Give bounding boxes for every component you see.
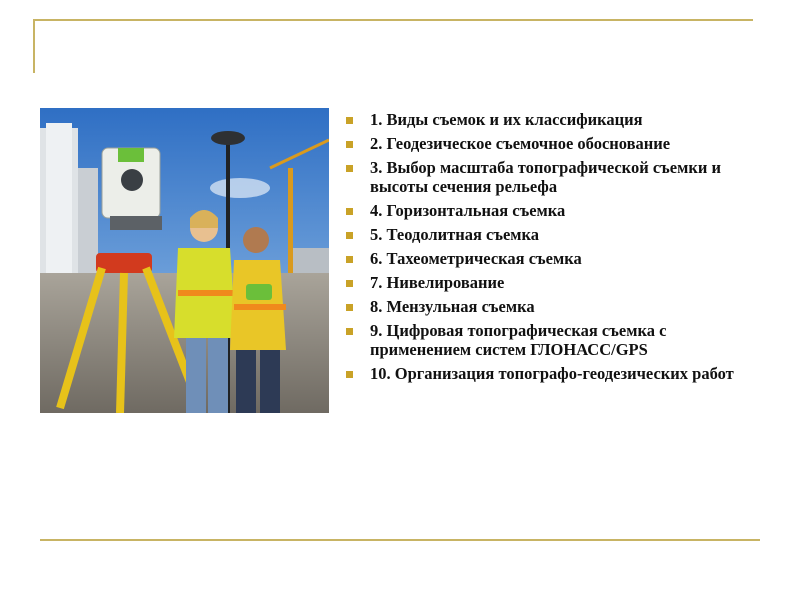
list-item bbox=[346, 134, 766, 153]
surveyors-photo bbox=[40, 108, 329, 413]
list-item bbox=[346, 201, 766, 220]
list-item bbox=[346, 249, 766, 268]
frame-top-line bbox=[33, 19, 753, 21]
list-item bbox=[346, 225, 766, 244]
list-item-text: 3. Выбор масштаба топографической съемки и высоты сечения рельефа bbox=[370, 158, 721, 196]
list-item bbox=[346, 321, 766, 359]
topics-list bbox=[346, 110, 766, 388]
square-bullet-icon bbox=[346, 232, 353, 239]
square-bullet-icon bbox=[346, 256, 353, 263]
square-bullet-icon bbox=[346, 371, 353, 378]
list-item-text: 5. Теодолитная съемка bbox=[370, 225, 540, 244]
list-item-text: 1. Виды съемок и их классификация bbox=[370, 110, 643, 129]
list-item-text: 2. Геодезическое съемочное обоснование bbox=[370, 134, 671, 153]
list-item-text: 9. Цифровая топографическая съемка с применением систем ГЛОНАСС/GPS bbox=[370, 321, 667, 359]
list-item-text: 10. Организация топографо-геодезических работ bbox=[370, 364, 734, 383]
list-item bbox=[346, 158, 766, 196]
list-item-text: 4. Горизонтальная съемка bbox=[370, 201, 566, 220]
square-bullet-icon bbox=[346, 208, 353, 215]
list-item-text: 8. Мензульная съемка bbox=[370, 297, 535, 316]
frame-left-line bbox=[33, 19, 35, 73]
square-bullet-icon bbox=[346, 304, 353, 311]
square-bullet-icon bbox=[346, 165, 353, 172]
square-bullet-icon bbox=[346, 328, 353, 335]
list-item bbox=[346, 297, 766, 316]
frame-bottom-line bbox=[40, 539, 760, 541]
list-item-text: 7. Нивелирование bbox=[370, 273, 505, 292]
square-bullet-icon bbox=[346, 280, 353, 287]
list-item bbox=[346, 364, 766, 383]
list-item bbox=[346, 110, 766, 129]
list-item-text: 6. Тахеометрическая съемка bbox=[370, 249, 582, 268]
list-item bbox=[346, 273, 766, 292]
square-bullet-icon bbox=[346, 117, 353, 124]
square-bullet-icon bbox=[346, 141, 353, 148]
